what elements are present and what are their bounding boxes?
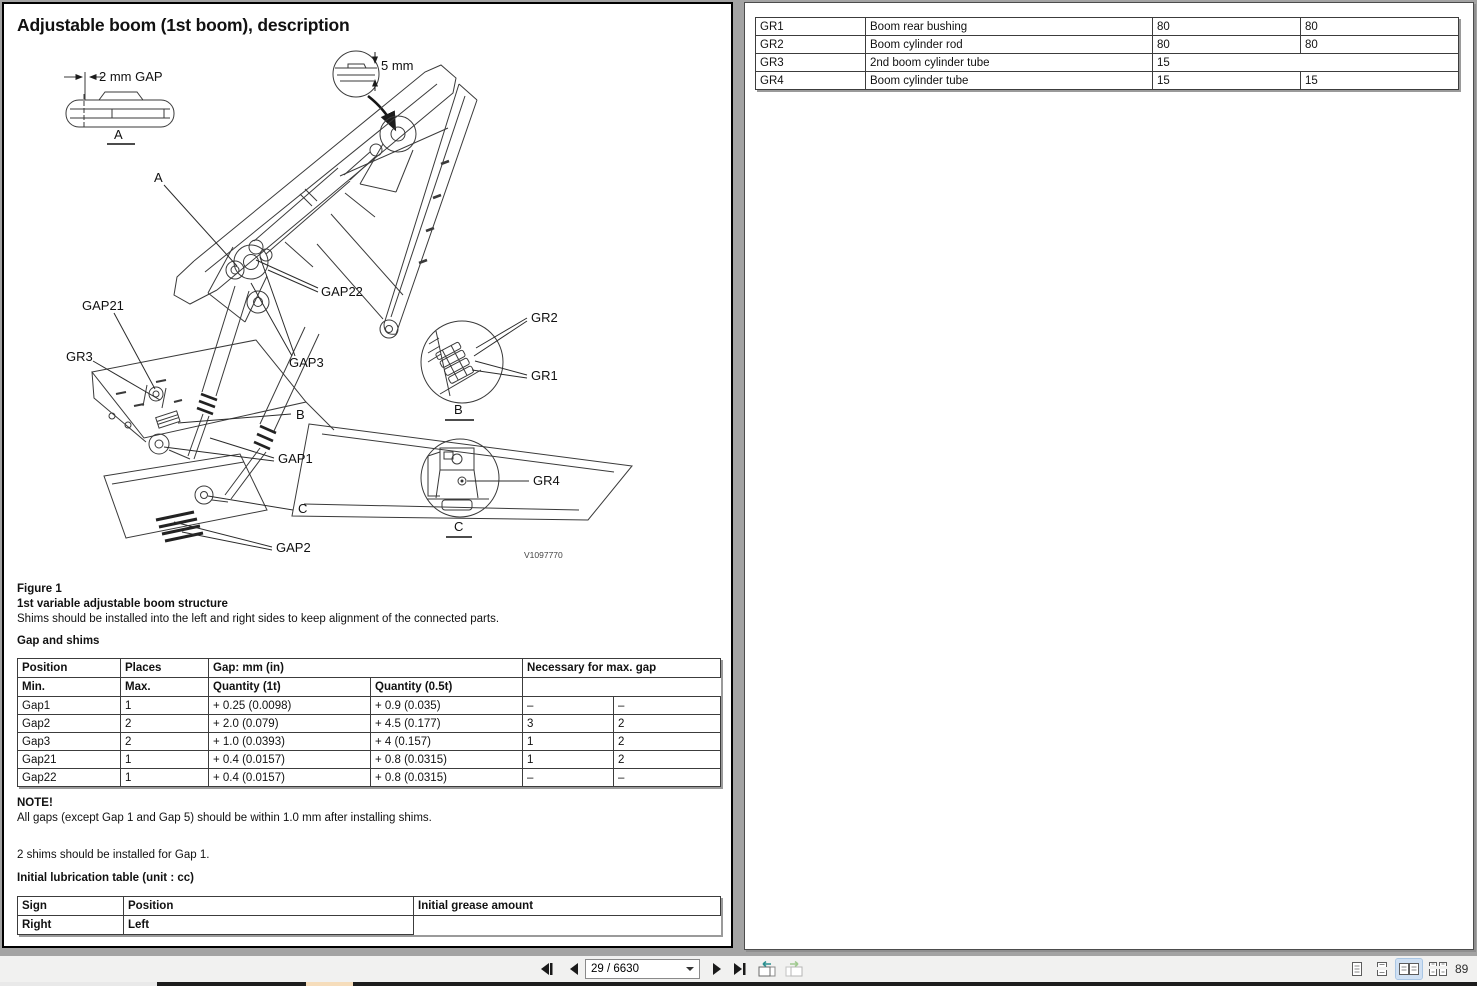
table-cell: 15 <box>1153 72 1301 90</box>
table-cell: 80 <box>1153 36 1301 54</box>
next-view-icon <box>784 961 804 978</box>
header-cell: Max. <box>121 678 209 697</box>
header-cell: Initial grease amount <box>414 897 721 916</box>
page-number-combobox[interactable] <box>585 959 700 979</box>
gap-table-body <box>18 697 721 787</box>
table-cell: GR4 <box>756 72 866 90</box>
detail-view-b <box>421 321 503 403</box>
header-cell: Position <box>124 897 414 916</box>
table-cell: Gap3 <box>18 733 121 751</box>
page-title: Adjustable boom (1st boom), description <box>17 15 350 35</box>
table-row <box>18 751 721 769</box>
header-cell: Quantity (1t) <box>209 678 371 697</box>
taskbar-edge-dark-segment <box>157 982 1477 986</box>
detail-label-b: B <box>454 402 463 417</box>
table-cell: Boom rear bushing <box>866 18 1153 36</box>
table-cell: + 1.0 (0.0393) <box>209 733 371 751</box>
table-row <box>18 916 721 935</box>
figure-title: 1st variable adjustable boom structure <box>17 598 228 610</box>
grease-points-table <box>755 17 1459 90</box>
next-view-button[interactable] <box>782 959 806 979</box>
gap-and-shims-table <box>17 658 721 787</box>
two-page-continuous-view-button[interactable] <box>1425 959 1451 979</box>
callout-gap2: GAP2 <box>276 540 311 555</box>
boom-line-art <box>64 51 632 541</box>
figure-caption <box>17 582 499 627</box>
callout-gr1: GR1 <box>531 368 558 383</box>
table-cell: Gap1 <box>18 697 121 715</box>
figure-description: Shims should be installed into the left and right sides to keep alignment of the connected parts. <box>17 613 500 625</box>
continuous-page-icon <box>1374 961 1390 977</box>
single-page-icon <box>1349 961 1365 977</box>
figure-number: Figure 1 <box>17 583 62 595</box>
grease-table-body <box>756 18 1459 90</box>
next-page-icon <box>711 962 723 976</box>
table-cell: 15 <box>1301 72 1459 90</box>
two-page-continuous-icon <box>1427 961 1449 977</box>
dimension-label-2mm-gap: 2 mm GAP <box>99 69 163 84</box>
header-cell: Places <box>121 659 209 678</box>
boom-figure <box>4 4 731 584</box>
taskbar-edge <box>0 982 1477 986</box>
table-cell: – <box>523 697 614 715</box>
table-cell: Boom cylinder rod <box>866 36 1153 54</box>
table-cell: 2 <box>614 733 721 751</box>
first-page-icon <box>538 962 554 976</box>
table-row <box>756 54 1459 72</box>
previous-page-icon <box>568 962 580 976</box>
previous-view-icon <box>757 961 777 978</box>
table-cell: 80 <box>1301 36 1459 54</box>
table-cell: + 0.8 (0.0315) <box>371 751 523 769</box>
note-heading: NOTE! <box>17 797 53 809</box>
table-row <box>18 733 721 751</box>
pdf-viewer-toolbar <box>0 956 1477 982</box>
header-cell: Left <box>124 916 414 935</box>
table-cell: 2 <box>121 733 209 751</box>
lube-table-header-row-1 <box>18 897 721 916</box>
callout-gap3: GAP3 <box>289 355 324 370</box>
zoom-level-value: 89 <box>1455 962 1469 976</box>
callout-leader-lines <box>93 185 529 550</box>
table-cell: + 0.4 (0.0157) <box>209 769 371 787</box>
table-cell: 2 <box>614 751 721 769</box>
callout-gap1: GAP1 <box>278 451 313 466</box>
next-page-button[interactable] <box>706 959 728 979</box>
table-cell: Boom cylinder tube <box>866 72 1153 90</box>
last-page-button[interactable] <box>729 959 751 979</box>
lube-table-header-row-2 <box>18 916 721 935</box>
view-label-underlines <box>445 420 474 537</box>
callout-gr4: GR4 <box>533 473 560 488</box>
table-cell: 80 <box>1301 18 1459 36</box>
last-page-icon <box>732 962 748 976</box>
document-page-right <box>744 2 1474 950</box>
table-cell: 2 <box>614 715 721 733</box>
table-cell: + 0.9 (0.035) <box>371 697 523 715</box>
table-cell: 15 <box>1153 54 1459 72</box>
table-row <box>18 769 721 787</box>
figure-reference-number: V1097770 <box>524 550 563 560</box>
continuous-view-button[interactable] <box>1371 959 1393 979</box>
initial-lubrication-table <box>17 896 721 935</box>
table-cell: – <box>523 769 614 787</box>
callout-gr2: GR2 <box>531 310 558 325</box>
table-row <box>18 697 721 715</box>
first-page-button[interactable] <box>535 959 557 979</box>
gap-table-header-row-2 <box>18 678 721 697</box>
header-cell: Position <box>18 659 121 678</box>
two-page-icon <box>1398 961 1420 977</box>
callout-gr3: GR3 <box>66 349 93 364</box>
table-row <box>18 897 721 916</box>
header-cell: Sign <box>18 897 124 916</box>
detail-label-c: C <box>454 519 464 534</box>
table-cell: Gap22 <box>18 769 121 787</box>
gap-and-shims-heading: Gap and shims <box>17 635 100 647</box>
table-row <box>756 36 1459 54</box>
header-cell: Necessary for max. gap <box>523 659 721 678</box>
table-row <box>18 678 721 697</box>
table-cell: GR3 <box>756 54 866 72</box>
previous-view-button[interactable] <box>755 959 779 979</box>
table-cell: GR1 <box>756 18 866 36</box>
header-cell: Right <box>18 916 124 935</box>
table-cell: + 0.25 (0.0098) <box>209 697 371 715</box>
gap-table-header-row-1 <box>18 659 721 678</box>
table-row <box>756 72 1459 90</box>
table-cell: + 0.4 (0.0157) <box>209 751 371 769</box>
single-page-view-button[interactable] <box>1346 959 1368 979</box>
table-cell: Gap21 <box>18 751 121 769</box>
table-cell: Gap2 <box>18 715 121 733</box>
table-cell: 1 <box>523 733 614 751</box>
header-cell: Gap: mm (in) <box>209 659 523 678</box>
header-cell: Min. <box>18 678 121 697</box>
note-text: All gaps (except Gap 1 and Gap 5) should be within 1.0 mm after installing shims. <box>17 812 432 824</box>
table-cell: – <box>614 769 721 787</box>
previous-page-button[interactable] <box>563 959 585 979</box>
view-label-a-inset: A <box>114 127 123 142</box>
detail-view-c <box>421 439 499 517</box>
page-number-input[interactable] <box>586 961 677 977</box>
table-row <box>18 715 721 733</box>
taskbar-edge-highlight-segment <box>306 982 353 986</box>
two-page-view-button[interactable] <box>1396 959 1422 979</box>
table-cell: GR2 <box>756 36 866 54</box>
dimension-label-5mm: 5 mm <box>381 58 414 73</box>
table-cell: 1 <box>121 769 209 787</box>
table-cell: + 0.8 (0.0315) <box>371 769 523 787</box>
document-page-left <box>2 2 733 948</box>
callout-gap21: GAP21 <box>82 298 124 313</box>
combobox-dropdown-icon[interactable] <box>686 967 694 971</box>
table-cell: + 4.5 (0.177) <box>371 715 523 733</box>
table-cell: 3 <box>523 715 614 733</box>
header-cell: Quantity (0.5t) <box>371 678 523 697</box>
callout-c: C <box>298 501 308 516</box>
table-cell: + 4 (0.157) <box>371 733 523 751</box>
table-cell: 2 <box>121 715 209 733</box>
callout-a: A <box>154 170 163 185</box>
table-cell: + 2.0 (0.079) <box>209 715 371 733</box>
table-cell: 80 <box>1153 18 1301 36</box>
table-cell: 2nd boom cylinder tube <box>866 54 1153 72</box>
table-cell: 1 <box>523 751 614 769</box>
table-row <box>756 18 1459 36</box>
table-cell: 1 <box>121 697 209 715</box>
shims-instruction-text: 2 shims should be installed for Gap 1. <box>17 849 210 861</box>
table-cell: 1 <box>121 751 209 769</box>
table-cell: – <box>614 697 721 715</box>
lubrication-table-heading: Initial lubrication table (unit : cc) <box>17 872 194 884</box>
callout-b: B <box>296 407 305 422</box>
table-row <box>18 659 721 678</box>
callout-gap22: GAP22 <box>321 284 363 299</box>
